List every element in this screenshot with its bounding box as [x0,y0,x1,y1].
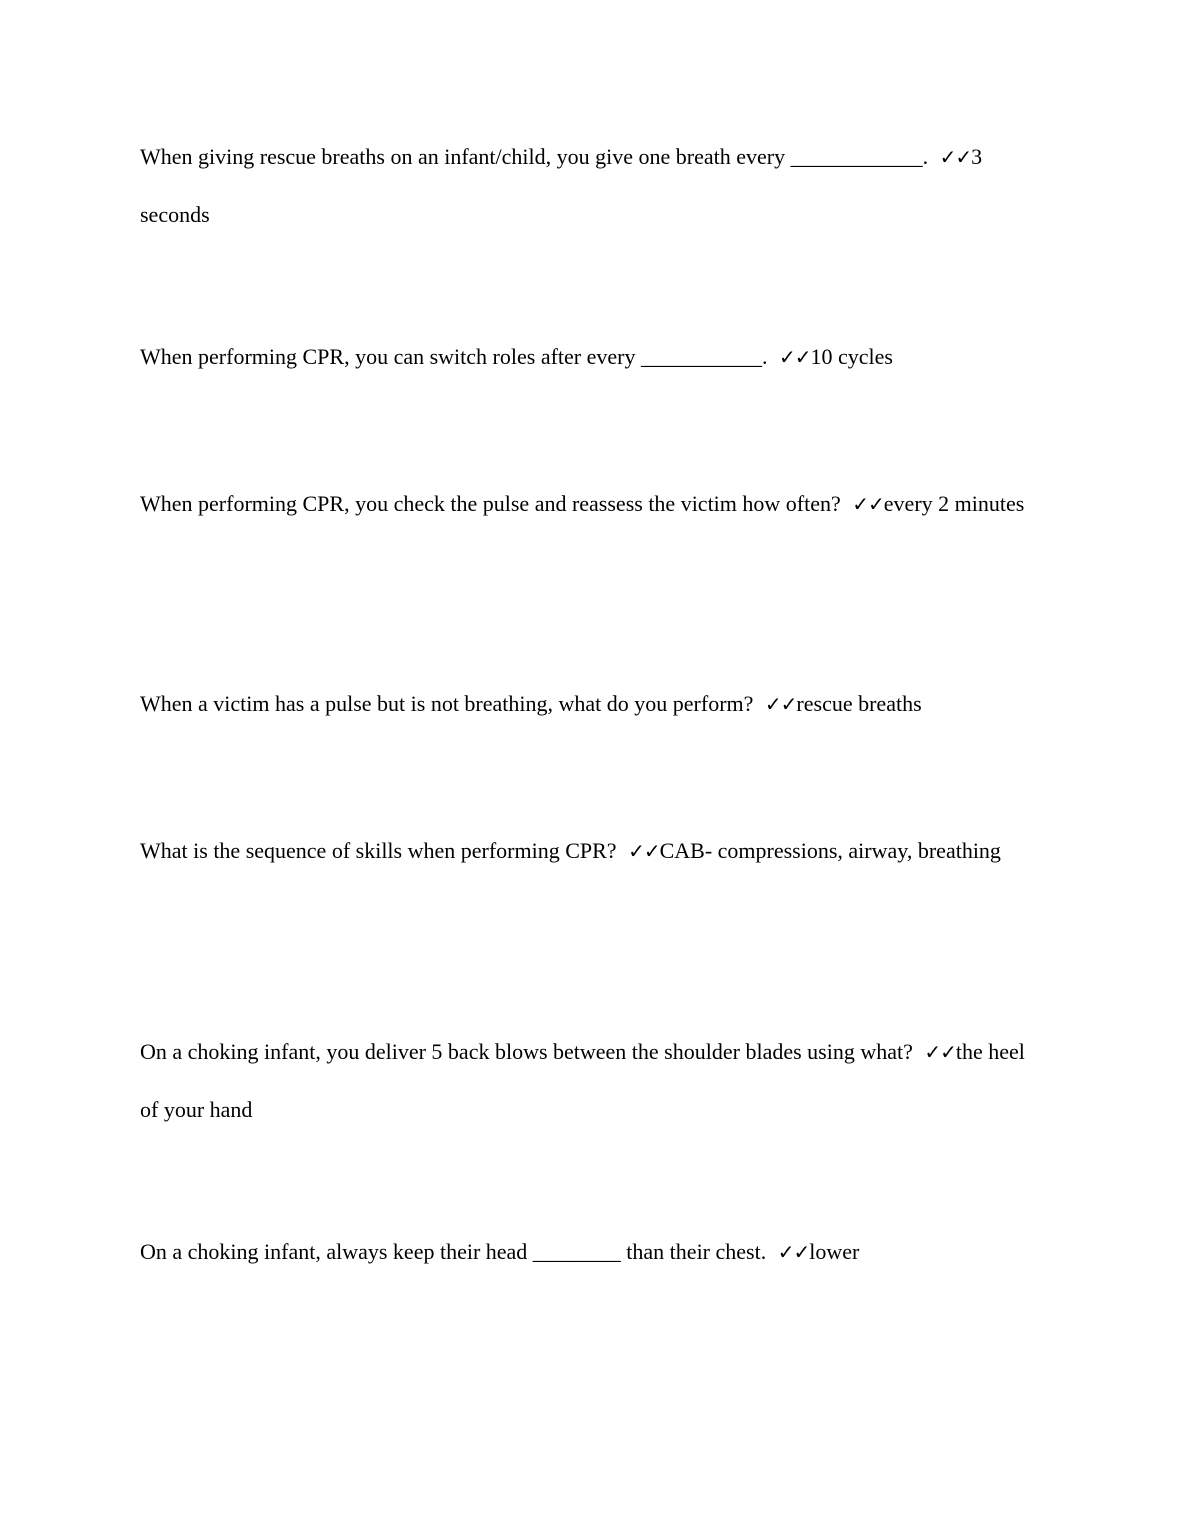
double-check-icon: ✓✓ [778,345,811,369]
double-check-icon: ✓✓ [628,839,660,863]
qa-item-6 [140,1023,1040,1139]
question-text: What is the sequence of skills when performing CPR? [140,838,617,863]
question-text: When performing CPR, you check the pulse and reassess the victim how often? [140,491,841,516]
double-check-icon: ✓✓ [939,145,972,169]
question-text: When performing CPR, you can switch roles after every ___________. [140,344,768,369]
question-text: When a victim has a pulse but is not breathing, what do you perform? [140,691,754,716]
answer-text: 3 seconds [140,144,983,227]
double-check-icon: ✓✓ [764,692,797,716]
answer-text: lower [809,1239,860,1264]
answer-text: the heel of your hand [140,1039,1025,1122]
answer-text: rescue breaths [796,691,922,716]
question-text: When giving rescue breaths on an infant/child, you give one breath every ____________. [140,144,929,169]
qa-item-1 [140,128,1040,244]
double-check-icon: ✓✓ [777,1240,810,1264]
qa-item-3 [140,475,1040,533]
qa-item-7 [140,1223,1040,1281]
qa-item-2 [140,328,1040,386]
qa-item-5 [140,822,1040,880]
double-check-icon: ✓✓ [852,492,884,516]
question-text: On a choking infant, always keep their head ________ than their chest. [140,1239,767,1264]
question-text: On a choking infant, you deliver 5 back blows between the shoulder blades using what? [140,1039,913,1064]
qa-item-4 [140,675,1040,733]
answer-text: 10 cycles [810,344,893,369]
double-check-icon: ✓✓ [924,1040,956,1064]
answer-text: CAB- compressions, airway, breathing [659,838,1001,863]
answer-text: every 2 minutes [883,491,1025,516]
